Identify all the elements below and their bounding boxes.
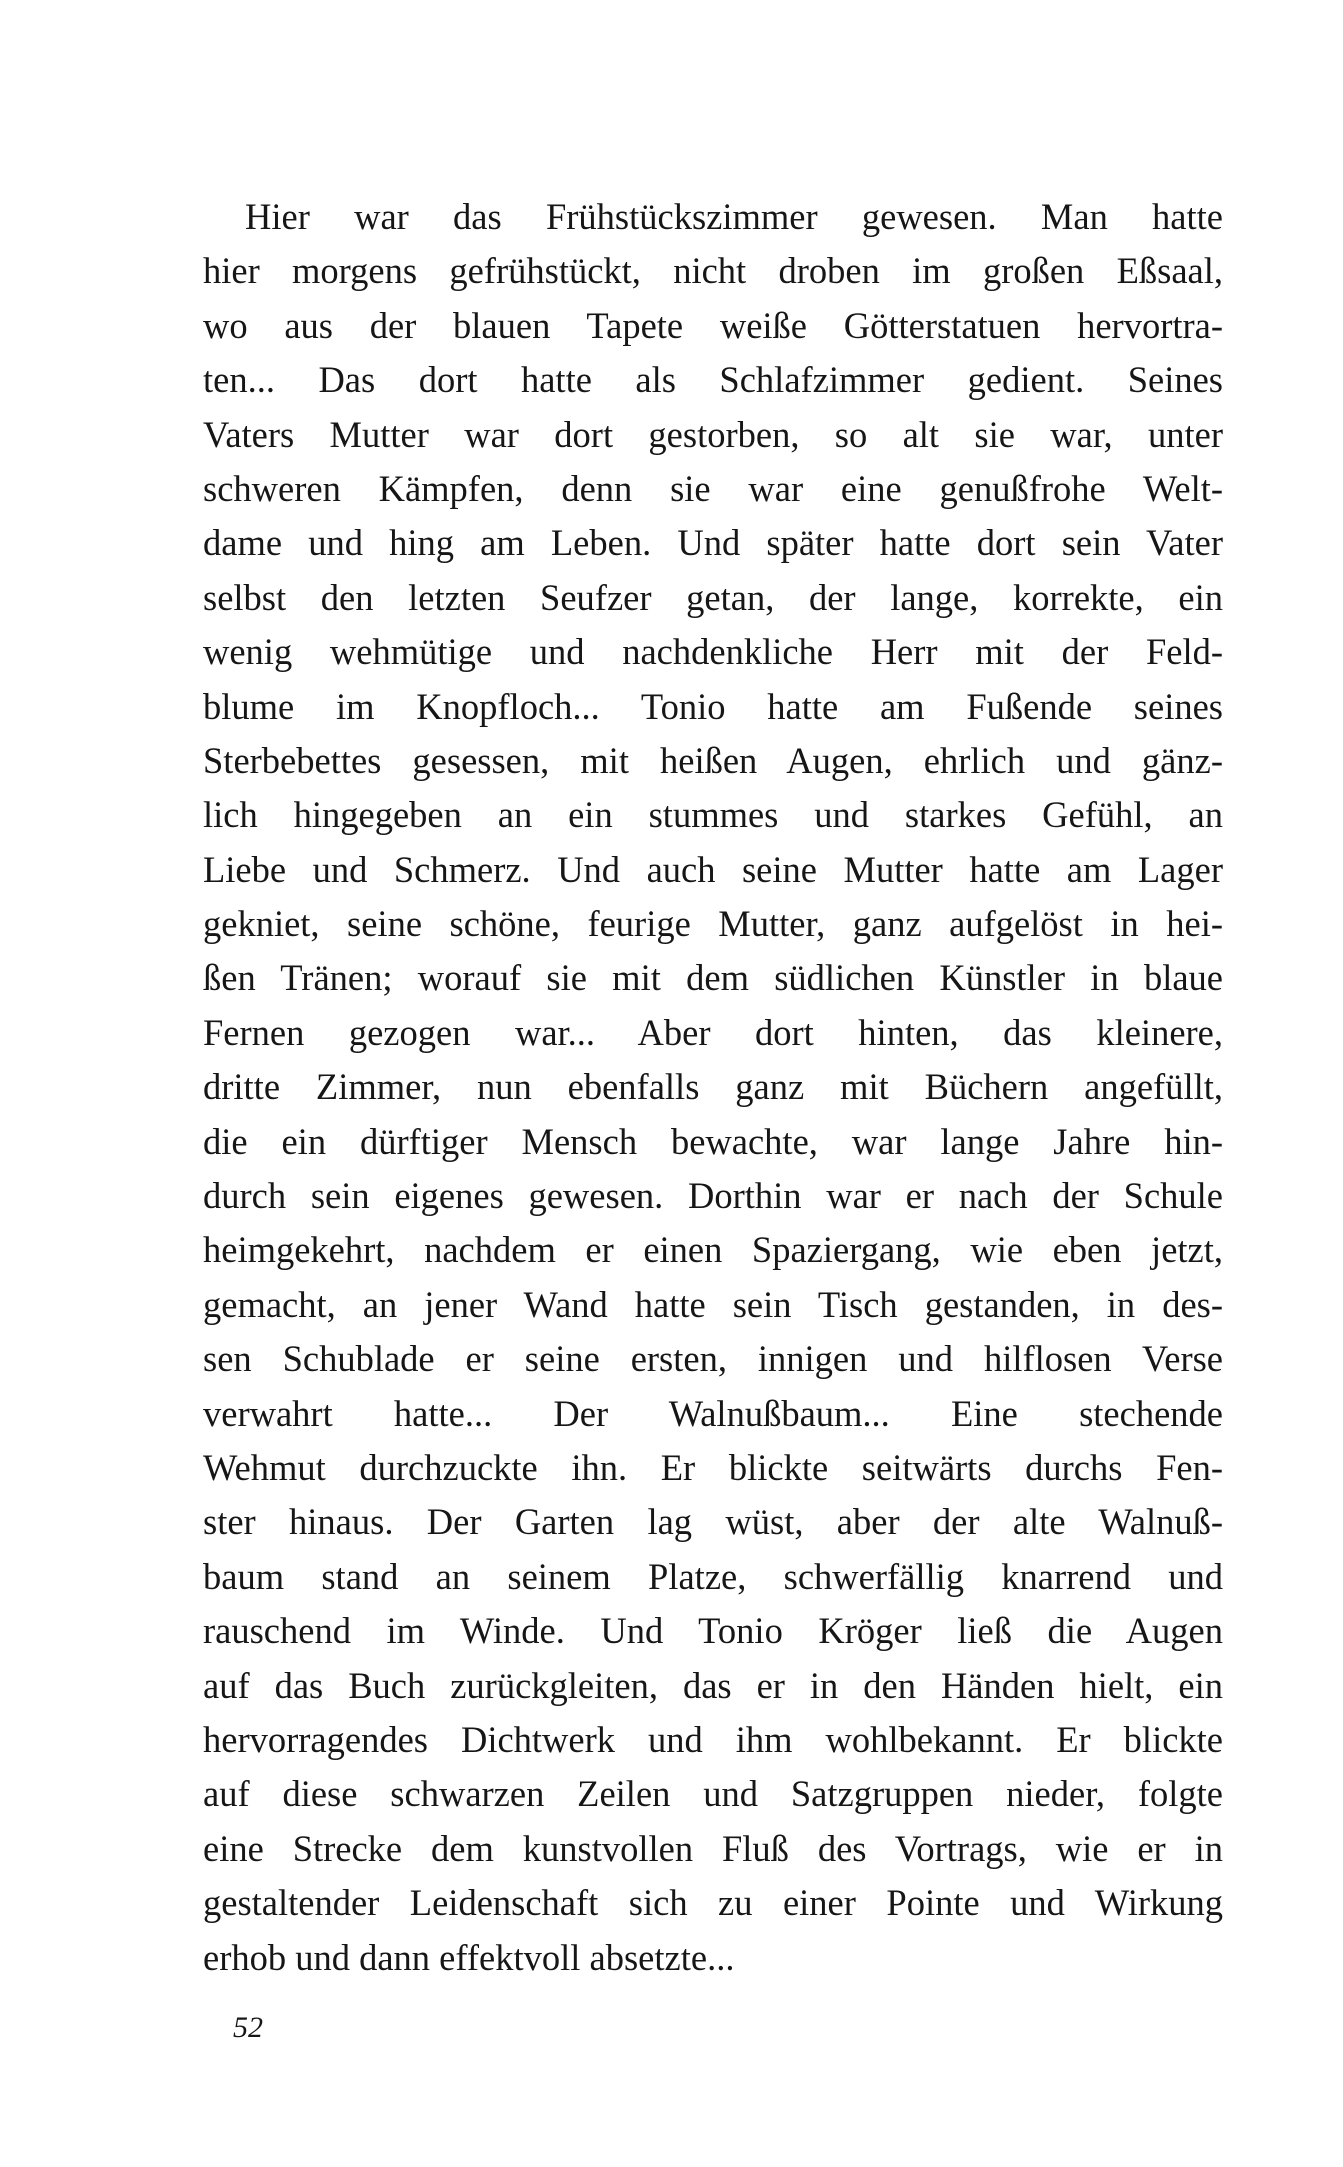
text-line: Hier war das Frühstückszimmer gewesen. Man hatte	[245, 196, 1223, 237]
text-line: erhob und dann effektvoll absetzte...	[203, 1936, 735, 1978]
text-line: rauschend im Winde. Und Tonio Kröger ließ die Augen	[203, 1610, 1223, 1652]
text-line: gekniet, seine schöne, feurige Mutter, ganz aufgelöst in hei-	[203, 903, 1223, 945]
text-line: wenig wehmütige und nachdenkliche Herr mit der Feld-	[203, 631, 1223, 673]
text-line: verwahrt hatte... Der Walnußbaum... Eine stechende	[203, 1392, 1223, 1434]
text-line: gestaltender Leidenschaft sich zu einer Pointe und Wirkung	[203, 1882, 1223, 1924]
text-line: auf diese schwarzen Zeilen und Satzgruppen nieder, folgte	[203, 1773, 1223, 1815]
text-line: ster hinaus. Der Garten lag wüst, aber der alte Walnuß-	[203, 1501, 1223, 1543]
text-line: blume im Knopfloch... Tonio hatte am Fußende seines	[203, 685, 1223, 727]
text-line: schweren Kämpfen, denn sie war eine genußfrohe Welt-	[203, 467, 1223, 509]
text-line: hervorragendes Dichtwerk und ihm wohlbekannt. Er blickte	[203, 1718, 1223, 1760]
text-line: eine Strecke dem kunstvollen Fluß des Vortrags, wie er in	[203, 1827, 1223, 1869]
text-line: dame und hing am Leben. Und später hatte dort sein Vater	[203, 522, 1223, 564]
text-line: lich hingegeben an ein stummes und starkes Gefühl, an	[203, 794, 1223, 836]
text-line: Wehmut durchzuckte ihn. Er blickte seitwärts durchs Fen-	[203, 1446, 1223, 1488]
text-line: selbst den letzten Seufzer getan, der lange, korrekte, ein	[203, 576, 1223, 618]
text-line: dritte Zimmer, nun ebenfalls ganz mit Büchern angefüllt,	[203, 1066, 1223, 1108]
page-number: 52	[233, 2011, 263, 2044]
text-line: auf das Buch zurückgleiten, das er in den Händen hielt, ein	[203, 1664, 1223, 1706]
text-line: ßen Tränen; worauf sie mit dem südlichen Künstler in blaue	[203, 957, 1223, 999]
text-line: Sterbebettes gesessen, mit heißen Augen, ehrlich und gänz-	[203, 739, 1223, 781]
text-line: durch sein eigenes gewesen. Dorthin war er nach der Schule	[203, 1175, 1223, 1217]
text-line: die ein dürftiger Mensch bewachte, war lange Jahre hin-	[203, 1120, 1223, 1162]
text-line: Liebe und Schmerz. Und auch seine Mutter hatte am Lager	[203, 848, 1223, 890]
text-line: Vaters Mutter war dort gestorben, so alt sie war, unter	[203, 413, 1223, 455]
text-line: gemacht, an jener Wand hatte sein Tisch gestanden, in des-	[203, 1283, 1223, 1325]
text-line: wo aus der blauen Tapete weiße Götterstatuen hervortra-	[203, 304, 1223, 346]
text-line: Fernen gezogen war... Aber dort hinten, das kleinere,	[203, 1011, 1223, 1053]
text-line: sen Schublade er seine ersten, innigen und hilflosen Verse	[203, 1338, 1223, 1380]
text-line: hier morgens gefrühstückt, nicht droben im großen Eßsaal,	[203, 250, 1223, 292]
text-line: ten... Das dort hatte als Schlafzimmer gedient. Seines	[203, 359, 1223, 401]
text-line: baum stand an seinem Platze, schwerfällig knarrend und	[203, 1555, 1223, 1597]
text-line: heimgekehrt, nachdem er einen Spaziergang, wie eben jetzt,	[203, 1229, 1223, 1271]
body-paragraph	[203, 190, 1223, 1985]
